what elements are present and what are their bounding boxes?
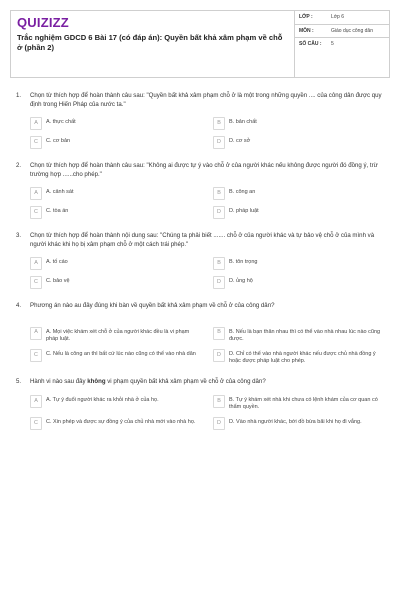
option-text: D. pháp luật xyxy=(229,208,259,214)
option-c[interactable] xyxy=(30,349,203,365)
option-text: A. tố cáo xyxy=(46,259,68,265)
option-letter-box: D xyxy=(213,206,225,219)
option-a[interactable] xyxy=(30,395,203,411)
option-text: C. Xin phép và được sự đồng ý của chủ nhà mới vào nhà họ. xyxy=(46,419,196,426)
question-list xyxy=(10,78,390,430)
option-b[interactable] xyxy=(213,187,386,200)
option-d[interactable] xyxy=(213,417,386,430)
question-4 xyxy=(16,302,386,365)
option-letter-box: D xyxy=(213,349,225,362)
option-letter-box: B xyxy=(213,257,225,270)
option-d[interactable] xyxy=(213,206,386,219)
answer-options xyxy=(30,327,386,366)
option-text: D. cơ sở xyxy=(229,138,251,144)
option-letter-box: A xyxy=(30,257,42,270)
option-text: D. ủng hộ xyxy=(229,278,253,284)
answer-options xyxy=(30,187,386,219)
option-text: A. cảnh sát xyxy=(46,189,74,195)
answer-options xyxy=(30,395,386,430)
option-text: A. Mọi việc khám xét chỗ ở của người khác đều là vi phạm pháp luật. xyxy=(46,328,190,342)
question-text: Chọn từ thích hợp để hoàn thành nội dung sau: "Chúng ta phải biết ....... chỗ ở của người khác và tự bảo vệ chỗ ở của mình và người khác khi họ bị xâm phạm chỗ ở một cách trái phép." xyxy=(30,232,375,248)
option-c[interactable] xyxy=(30,417,203,430)
question-text: Phương án nào au đây đúng khi bàn về quyền bất khả xâm phạm về chỗ ở của công dân? xyxy=(30,302,275,309)
option-letter-box: D xyxy=(213,136,225,149)
option-letter-box: C xyxy=(30,206,42,219)
option-d[interactable] xyxy=(213,276,386,289)
option-letter-box: C xyxy=(30,417,42,430)
option-letter-box: D xyxy=(213,276,225,289)
meta-label: SỐ CÂU : xyxy=(299,41,322,47)
option-a[interactable] xyxy=(30,187,203,200)
option-text: B. Nếu là bạn thân nhau thì có thể vào nhà nhau lúc nào cũng được. xyxy=(229,328,381,342)
question-number: 3. xyxy=(16,232,22,239)
option-text: C. Nếu là công an thì bất cứ lúc nào cũng có thể vào nhà dân xyxy=(46,350,196,357)
option-letter-box: B xyxy=(213,395,225,408)
option-letter-box: B xyxy=(213,117,225,130)
option-text: B. tôn trọng xyxy=(229,259,258,265)
option-letter-box: A xyxy=(30,395,42,408)
option-letter-box: C xyxy=(30,349,42,362)
meta-value: Giáo dục công dân xyxy=(331,27,373,34)
meta-value: 5 xyxy=(331,41,334,47)
header-meta xyxy=(295,11,389,77)
option-b[interactable] xyxy=(213,327,386,343)
option-c[interactable] xyxy=(30,206,203,219)
option-text: C. tòa án xyxy=(46,208,69,214)
question-text: Chọn từ thích hợp để hoàn thành câu sau: "Quyền bất khả xâm phạm chỗ ở là một trong những quyền .... của công dân được quy định trong Hiến Pháp của nước ta." xyxy=(30,92,382,108)
question-2 xyxy=(16,162,386,219)
option-letter-box: C xyxy=(30,276,42,289)
option-d[interactable] xyxy=(213,349,386,365)
meta-value: Lớp 6 xyxy=(331,14,345,20)
question-3 xyxy=(16,232,386,289)
option-text: B. bản chất xyxy=(229,119,257,125)
option-b[interactable] xyxy=(213,117,386,130)
option-text: C. cơ bản xyxy=(46,138,71,144)
meta-row-subject xyxy=(295,25,389,39)
option-text: C. bảo vệ xyxy=(46,278,70,284)
quizizz-logo: QUIZIZZ xyxy=(17,15,69,30)
option-letter-box: A xyxy=(30,327,42,340)
worksheet-title: Trắc nghiệm GDCD 6 Bài 17 (có đáp án): Quyền bất khả xâm phạm về chỗ ở (phần 2) xyxy=(17,33,283,52)
option-c[interactable] xyxy=(30,276,203,289)
header-title-area xyxy=(11,11,295,77)
option-text: D. Chỉ có thể vào nhà người khác nếu được chủ nhà đồng ý hoặc được pháp luật cho phép. xyxy=(229,350,376,365)
question-number: 2. xyxy=(16,162,22,169)
emphasis-not: không xyxy=(87,378,106,386)
option-text: A. Tự ý đuổi người khác ra khỏi nhà ở của họ. xyxy=(46,396,159,403)
option-letter-box: B xyxy=(213,327,225,340)
meta-label: LỚP : xyxy=(299,14,313,20)
question-number: 5. xyxy=(16,378,22,386)
option-letter-box: C xyxy=(30,136,42,149)
option-text: D. Vào nhà người khác, bới đồ bừa bãi khi họ đi vắng. xyxy=(229,419,362,426)
option-letter-box: A xyxy=(30,117,42,130)
question-1 xyxy=(16,92,386,149)
option-d[interactable] xyxy=(213,136,386,149)
option-text: A. thực chất xyxy=(46,119,76,125)
answer-options xyxy=(30,257,386,289)
worksheet-header xyxy=(10,10,390,78)
option-letter-box: B xyxy=(213,187,225,200)
question-number: 4. xyxy=(16,302,22,309)
meta-row-class xyxy=(295,11,389,25)
option-a[interactable] xyxy=(30,327,203,343)
question-text: Hành vi nào sau đây không vi phạm quyền bất khả xâm phạm về chỗ ở của công dân? xyxy=(30,378,266,386)
option-c[interactable] xyxy=(30,136,203,149)
option-b[interactable] xyxy=(213,395,386,411)
option-text: B. công an xyxy=(229,189,256,195)
answer-options xyxy=(30,117,386,149)
option-a[interactable] xyxy=(30,117,203,130)
option-text: B. Tự ý khám xét nhà khi chưa có lệnh khám của cơ quan có thẩm quyền. xyxy=(229,396,378,411)
meta-label: MÔN : xyxy=(299,27,314,34)
option-letter-box: D xyxy=(213,417,225,430)
option-b[interactable] xyxy=(213,257,386,270)
question-text: Chọn từ thích hợp để hoàn thành câu sau: "Không ai được tự ý vào chỗ ở của người khác nếu không được người đó đồng ý, trừ trường hợp ......cho phép." xyxy=(30,162,378,178)
meta-row-count xyxy=(295,38,389,51)
option-a[interactable] xyxy=(30,257,203,270)
option-letter-box: A xyxy=(30,187,42,200)
question-5 xyxy=(16,378,386,430)
question-number: 1. xyxy=(16,92,22,99)
